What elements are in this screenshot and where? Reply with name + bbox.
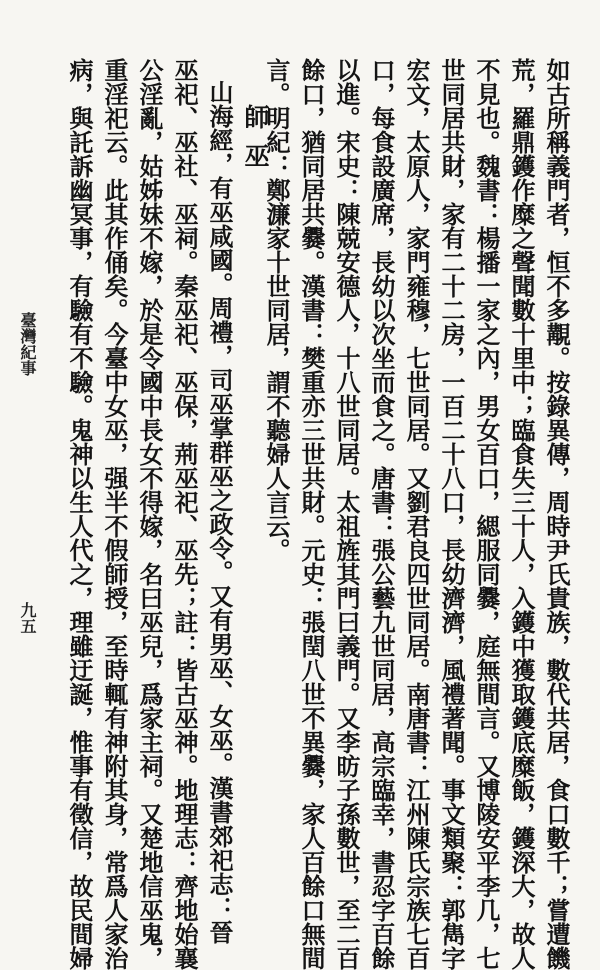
running-head: 臺灣紀事 (18, 312, 37, 376)
text-column: 公淫亂，姑姊妹不嫁，於是令國中長女不得嫁，名曰巫兒，爲家主祠。又楚地信巫鬼， (135, 58, 164, 970)
text-column: 病，與託訴幽冥事，有驗有不驗。鬼神以生人代之，理雖迂誕，惟事有徵信，故民間婦 (65, 58, 94, 970)
text-column: 山海經，有巫咸國。周禮，司巫掌群巫之政令。又有男巫、女巫。漢書郊祀志：晉 (205, 80, 234, 944)
text-column: 餘口，猶同居共爨。漢書：樊重亦三世共財。元史：張閏八世不異爨，家人百餘口無間 (297, 58, 326, 970)
text-column: 言。明紀：鄭濂家十世同居，謂不聽婦人言云。 (262, 58, 291, 562)
section-heading: 師巫 (241, 104, 270, 182)
text-column: 如古所稱義門者，恒不多覯。按錄異傳，周時尹氏貴族，數代共居，食口數千；嘗遭饑 (542, 58, 571, 970)
text-column: 世同居共財，家有二十二房，一百二十八口，長幼濟濟，風禮著聞。事文類聚：郭雋字 (437, 58, 466, 970)
text-column: 巫祀、巫社、巫祠。秦巫祀、巫保，荊巫祀、巫先；註：皆古巫神。地理志：齊地始襄 (170, 58, 199, 970)
page-number: 九五 (18, 602, 37, 634)
text-column: 不見也。魏書：楊播一家之內，男女百口，緦服同爨，庭無間言。又博陵安平李几，七 (472, 58, 501, 970)
text-column: 口，每食設廣席，長幼以次坐而食之。唐書：張公藝九世同居，高宗臨幸，書忍字百餘 (367, 58, 396, 970)
text-column: 以進。宋史：陳兢安德人，十八世同居。太祖旌其門曰義門。又李昉子孫數世，至二百 (332, 58, 361, 970)
text-column: 宏文，太原人，家門雍穆，七世同居。又劉君良四世同居。南唐書：江州陳氏宗族七百 (402, 58, 431, 970)
text-column: 重淫祀云。此其作俑矣。今臺中女巫，强半不假師授，至時輒有神附其身，常爲人家治 (100, 58, 129, 970)
text-column: 荒，羅鼎鑊作糜之聲聞數十里中；臨食失三十人，入鑊中獲取鑊底糜飯，鑊深大，故人 (507, 58, 536, 970)
